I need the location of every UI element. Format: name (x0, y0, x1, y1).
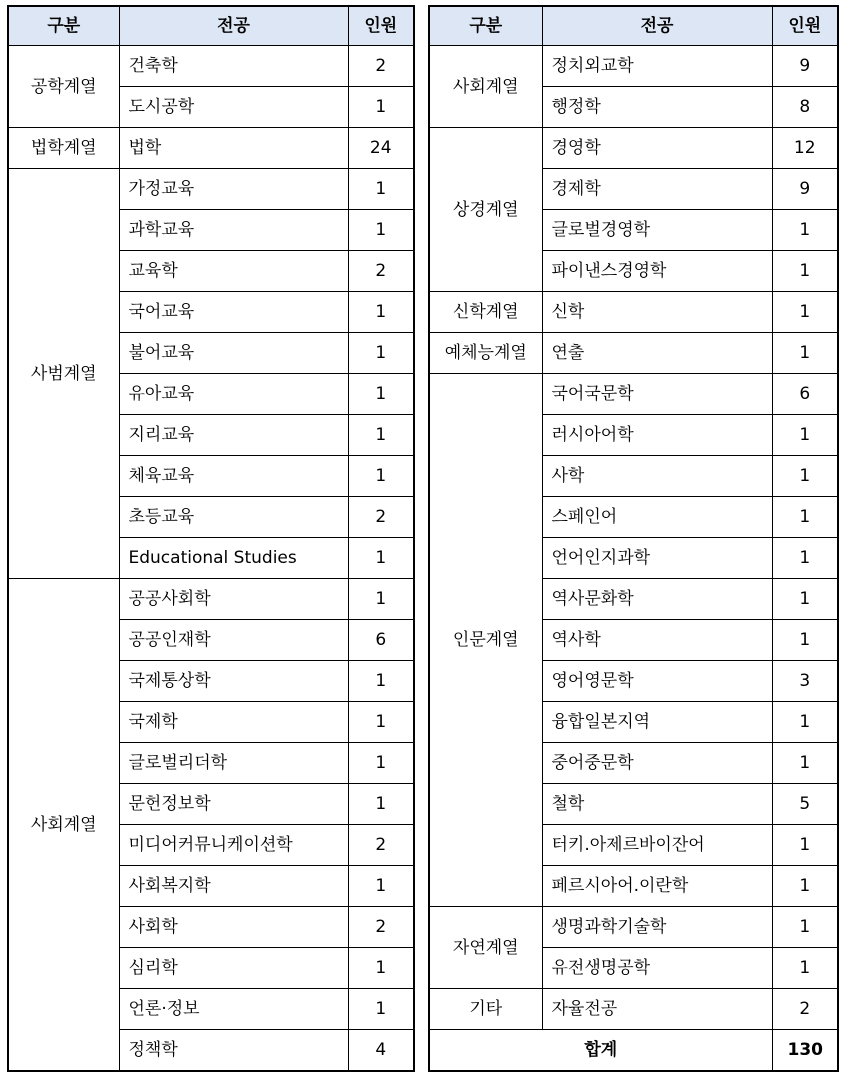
header-row (8, 6, 414, 46)
group-cell: 예체능계열 (429, 333, 542, 374)
major-cell: 페르시아어.이란학 (542, 866, 772, 907)
major-cell: 중어중문학 (542, 743, 772, 784)
table-row (8, 579, 414, 620)
count-cell: 1 (348, 579, 414, 620)
major-cell: 영어영문학 (542, 661, 772, 702)
count-cell: 1 (348, 374, 414, 415)
count-cell: 1 (348, 702, 414, 743)
count-cell: 1 (772, 456, 838, 497)
count-cell: 6 (348, 620, 414, 661)
count-cell: 1 (348, 169, 414, 210)
major-cell: 역사학 (542, 620, 772, 661)
count-cell: 2 (348, 907, 414, 948)
header-group: 구분 (8, 6, 119, 46)
major-cell: 지리교육 (119, 415, 348, 456)
count-cell: 1 (348, 87, 414, 128)
count-cell: 1 (348, 456, 414, 497)
count-cell: 8 (772, 87, 838, 128)
count-cell: 1 (348, 292, 414, 333)
major-cell: 건축학 (119, 46, 348, 87)
count-cell: 24 (348, 128, 414, 169)
header-count: 인원 (772, 6, 838, 46)
major-cell: 심리학 (119, 948, 348, 989)
group-cell: 법학계열 (8, 128, 119, 169)
group-cell: 사범계열 (8, 169, 119, 579)
count-cell: 1 (772, 743, 838, 784)
major-cell: 철학 (542, 784, 772, 825)
major-cell: 공공인재학 (119, 620, 348, 661)
count-cell: 4 (348, 1030, 414, 1072)
major-cell: 과학교육 (119, 210, 348, 251)
major-cell: 법학 (119, 128, 348, 169)
count-cell: 1 (772, 825, 838, 866)
major-cell: 언어인지과학 (542, 538, 772, 579)
count-cell: 1 (348, 661, 414, 702)
major-cell: 공공사회학 (119, 579, 348, 620)
major-cell: 국제통상학 (119, 661, 348, 702)
count-cell: 1 (772, 538, 838, 579)
count-cell: 5 (772, 784, 838, 825)
major-cell: 초등교육 (119, 497, 348, 538)
group-cell: 공학계열 (8, 46, 119, 128)
major-cell: 도시공학 (119, 87, 348, 128)
count-cell: 1 (772, 948, 838, 989)
count-cell: 12 (772, 128, 838, 169)
count-cell: 1 (772, 292, 838, 333)
major-cell: 터키.아제르바이잔어 (542, 825, 772, 866)
major-cell: 사회복지학 (119, 866, 348, 907)
major-cell: 국제학 (119, 702, 348, 743)
count-cell: 1 (772, 333, 838, 374)
total-label: 합계 (429, 1030, 772, 1072)
count-cell: 1 (772, 866, 838, 907)
count-cell: 1 (348, 784, 414, 825)
total-row (429, 1030, 838, 1072)
table-row (429, 333, 838, 374)
count-cell: 1 (772, 415, 838, 456)
major-cell: 가정교육 (119, 169, 348, 210)
count-cell: 1 (348, 538, 414, 579)
count-cell: 1 (348, 415, 414, 456)
group-cell: 신학계열 (429, 292, 542, 333)
group-cell: 자연계열 (429, 907, 542, 989)
count-cell: 1 (348, 210, 414, 251)
major-cell: 행정학 (542, 87, 772, 128)
major-cell: 정책학 (119, 1030, 348, 1072)
major-cell: 교육학 (119, 251, 348, 292)
count-cell: 2 (348, 46, 414, 87)
count-cell: 6 (772, 374, 838, 415)
major-cell: 경영학 (542, 128, 772, 169)
count-cell: 1 (348, 333, 414, 374)
count-cell: 9 (772, 46, 838, 87)
header-group: 구분 (429, 6, 542, 46)
major-cell: 체육교육 (119, 456, 348, 497)
count-cell: 1 (348, 866, 414, 907)
count-cell: 1 (772, 497, 838, 538)
table-row (8, 46, 414, 87)
group-cell: 사회계열 (8, 579, 119, 1072)
group-cell: 상경계열 (429, 128, 542, 292)
header-major: 전공 (119, 6, 348, 46)
major-cell: 글로벌리더학 (119, 743, 348, 784)
count-cell: 1 (772, 210, 838, 251)
group-cell: 사회계열 (429, 46, 542, 128)
count-cell: 2 (772, 989, 838, 1030)
count-cell: 2 (348, 497, 414, 538)
major-cell: 역사문화학 (542, 579, 772, 620)
major-cell: 러시아어학 (542, 415, 772, 456)
table-row (8, 169, 414, 210)
count-cell: 2 (348, 825, 414, 866)
table-row (429, 989, 838, 1030)
group-cell: 기타 (429, 989, 542, 1030)
major-cell: 유전생명공학 (542, 948, 772, 989)
major-cell: 사회학 (119, 907, 348, 948)
count-cell: 1 (772, 251, 838, 292)
major-cell: 스페인어 (542, 497, 772, 538)
header-count: 인원 (348, 6, 414, 46)
count-cell: 2 (348, 251, 414, 292)
major-cell: 사학 (542, 456, 772, 497)
table-row (8, 128, 414, 169)
left-enrollment-table (7, 5, 415, 1072)
major-cell: 경제학 (542, 169, 772, 210)
table-row (429, 374, 838, 415)
major-cell: 미디어커뮤니케이션학 (119, 825, 348, 866)
major-cell: 생명과학기술학 (542, 907, 772, 948)
major-cell: 파이낸스경영학 (542, 251, 772, 292)
count-cell: 1 (772, 579, 838, 620)
major-cell: 문헌정보학 (119, 784, 348, 825)
major-cell: 정치외교학 (542, 46, 772, 87)
count-cell: 1 (348, 989, 414, 1030)
major-cell: Educational Studies (119, 538, 348, 579)
major-cell: 글로벌경영학 (542, 210, 772, 251)
major-cell: 유아교육 (119, 374, 348, 415)
major-cell: 융합일본지역 (542, 702, 772, 743)
header-row (429, 6, 838, 46)
major-cell: 불어교육 (119, 333, 348, 374)
table-row (429, 128, 838, 169)
count-cell: 1 (348, 743, 414, 784)
count-cell: 1 (348, 948, 414, 989)
total-count: 130 (772, 1030, 838, 1072)
count-cell: 1 (772, 907, 838, 948)
count-cell: 9 (772, 169, 838, 210)
count-cell: 1 (772, 620, 838, 661)
table-row (429, 46, 838, 87)
table-row (429, 292, 838, 333)
major-cell: 언론·정보 (119, 989, 348, 1030)
table-row (429, 907, 838, 948)
header-major: 전공 (542, 6, 772, 46)
count-cell: 1 (772, 702, 838, 743)
major-cell: 신학 (542, 292, 772, 333)
group-cell: 인문계열 (429, 374, 542, 907)
right-enrollment-table (428, 5, 839, 1072)
major-cell: 자율전공 (542, 989, 772, 1030)
major-cell: 국어교육 (119, 292, 348, 333)
count-cell: 3 (772, 661, 838, 702)
major-cell: 국어국문학 (542, 374, 772, 415)
major-cell: 연출 (542, 333, 772, 374)
